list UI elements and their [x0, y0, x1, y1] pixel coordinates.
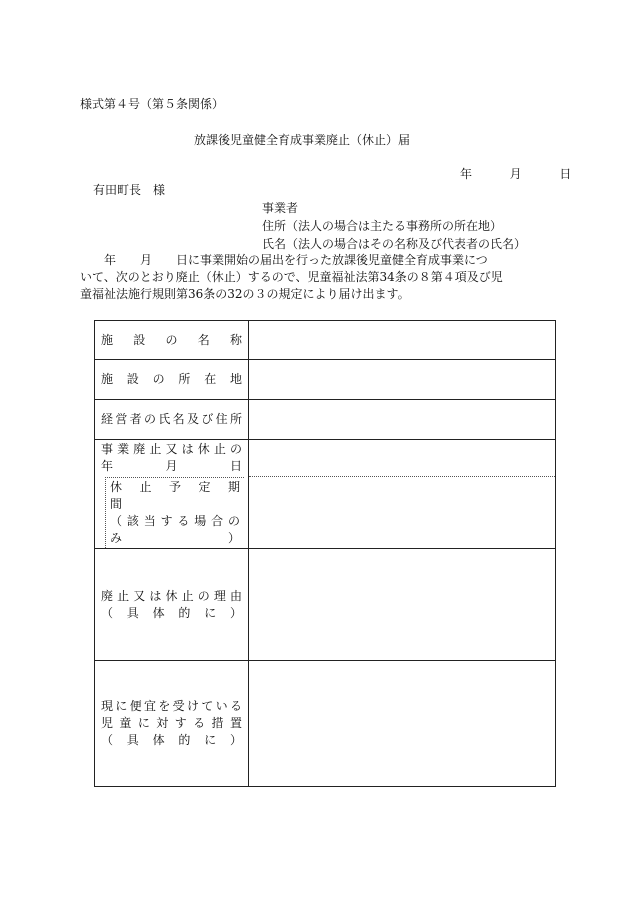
- row-closure-date: [95, 440, 556, 549]
- declaration-text: [80, 252, 548, 303]
- row-operator-info: [95, 400, 556, 440]
- label-suspension-period: 休 止 予 定 期 間 （該当する場合の み ）: [105, 477, 244, 548]
- label-facility-name: 施 設 の 名 称: [101, 332, 242, 347]
- notification-form-table: [94, 320, 556, 787]
- row-reason: [95, 549, 556, 661]
- operator-address: 住所（法人の場合は主たる事務所の所在地）: [262, 219, 503, 233]
- document-title: 放課後児童健全育成事業廃止（休止）届: [194, 133, 411, 147]
- row-facility-name: [95, 321, 556, 360]
- row-measures: [95, 661, 556, 787]
- operator-label: 事業者: [262, 201, 299, 215]
- declaration-line: いて、次のとおり廃止（休止）するので、児童福祉法第34条の８第４項及び児: [80, 270, 503, 284]
- field-reason[interactable]: [249, 549, 556, 661]
- field-measures[interactable]: [249, 661, 556, 787]
- field-closure-date[interactable]: [249, 440, 555, 477]
- field-operator-info[interactable]: [249, 400, 556, 440]
- declaration-line: 童福祉法施行規則第36条の32の３の規定により届け出ます。: [80, 287, 410, 301]
- date-line: [460, 166, 571, 182]
- date-day: 日: [559, 167, 572, 181]
- label-closure-date: 事業廃止又は休止の 年 月 日: [101, 442, 242, 473]
- label-measures: 現に便宜を受けている 児童に対する措置 （ 具 体 的 に ）: [101, 699, 242, 747]
- date-month: 月: [509, 167, 522, 181]
- field-facility-location[interactable]: [249, 360, 556, 400]
- field-suspension-period[interactable]: [249, 477, 555, 529]
- date-year: 年: [460, 167, 473, 181]
- form-number: 様式第４号（第５条関係）: [80, 97, 225, 111]
- label-operator-info: 経営者の氏名及び住所: [101, 412, 242, 426]
- label-facility-location: 施 設 の 所 在 地: [101, 372, 242, 386]
- row-facility-location: [95, 360, 556, 400]
- operator-name: 氏名（法人の場合はその名称及び代表者の氏名）: [262, 237, 527, 251]
- declaration-line: 年 月 日に事業開始の届出を行った放課後児童健全育成事業につ: [80, 253, 488, 267]
- label-reason: 廃止又は休止の理由 （ 具 体 的 に ）: [101, 588, 242, 620]
- field-facility-name[interactable]: [249, 321, 556, 360]
- addressee: 有田町長 様: [93, 183, 166, 197]
